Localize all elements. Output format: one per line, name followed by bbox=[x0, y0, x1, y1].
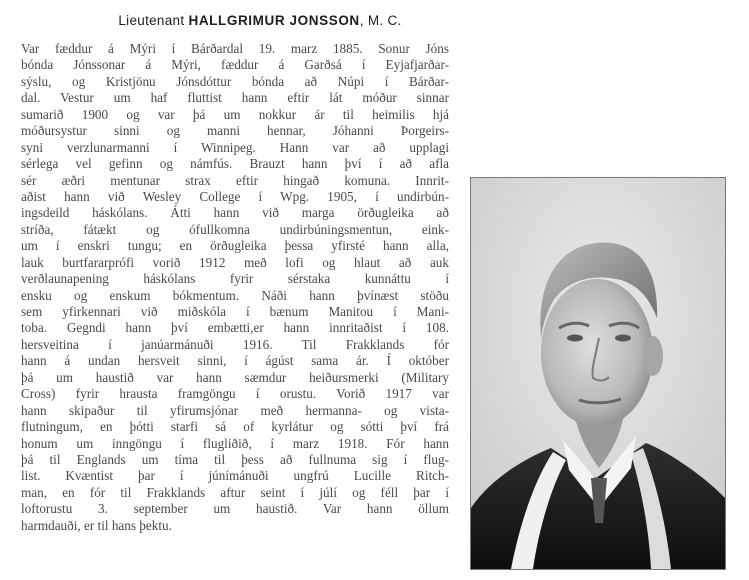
text-line: bónda Jónssonar á Mýri, fæddur á Garðsá í Eyjafjarðar- bbox=[21, 57, 449, 73]
text-line: harmdauði, er til hans þektu. bbox=[21, 517, 172, 533]
honor-suffix: M. C. bbox=[367, 13, 402, 28]
text-line: um í enskri tungu; en örðugleika þessa yfirsté hann alla, bbox=[21, 238, 449, 254]
text-line: flutningum, en þótti starfi sá of kyrlátur og sótti því frá bbox=[21, 419, 449, 435]
person-name: HALLGRIMUR JONSSON bbox=[188, 13, 360, 28]
text-line: þá til Englands um tíma til þess að fullnuma sig í flug- bbox=[21, 451, 449, 467]
text-line: lauk burtfararprófi vorið 1912 með lofi og hlaut að auk bbox=[21, 254, 449, 270]
text-line: man, en fór til Frakklands aftur seint í júlí og féll þar í bbox=[21, 484, 449, 500]
text-line: loftorustu 3. september um haustið. Var hann öllum bbox=[21, 501, 449, 517]
text-line: aðist hann við Wesley College í Wpg. 1905, í undirbún- bbox=[21, 188, 449, 204]
portrait-photo bbox=[470, 177, 726, 570]
text-line: stríða, fátækt og ófullkomna undirbúningsmentun, eink- bbox=[21, 221, 449, 237]
text-line: list. Kvæntist þar í júnímánuði ungfrú Lucille Ritch- bbox=[21, 468, 449, 484]
text-line: hann skipaður til yfirumsjónar með hermanna- og vista- bbox=[21, 402, 449, 418]
text-line: hann á undan hersveit sinni, í ágúst sama ár. Í október bbox=[21, 353, 449, 369]
biography-text bbox=[21, 41, 449, 534]
text-line: sumarið 1900 og var þá um nokkur ár til heimilis hjá bbox=[21, 106, 449, 122]
text-line: móðursystur sinni og manni hennar, Jóhanni Þorgeirs- bbox=[21, 123, 449, 139]
text-line: ensku og enskum bókmentum. Náði hann þvínæst stöðu bbox=[21, 287, 449, 303]
page-title: Lieutenant HALLGRIMUR JONSSON, M. C. bbox=[118, 13, 402, 28]
text-line: dal. Vestur um haf fluttist hann eftir lát móður sinnar bbox=[21, 90, 449, 106]
text-line: syni verzlunarmanni í Winnipeg. Hann var að upplagi bbox=[21, 139, 449, 155]
text-line: sér æðri mentunar strax eftir hingað komuna. Innrit- bbox=[21, 172, 449, 188]
portrait-image bbox=[471, 178, 725, 569]
rank-label: Lieutenant bbox=[118, 13, 185, 28]
text-line: Cross) fyrir hrausta framgöngu í orustu. Vorið 1917 var bbox=[21, 386, 449, 402]
text-line: sýslu, og Kristjönu Jónsdóttur bónda að Núpi í Bárðar- bbox=[21, 73, 449, 89]
text-line: sérlega vel gefinn og námfús. Brauzt hann því í að afla bbox=[21, 156, 449, 172]
text-line: honum um inngöngu í flugliðið, í marz 1918. Fór hann bbox=[21, 435, 449, 451]
text-line: þá um haustið var hann sæmdur heiðursmerki (Military bbox=[21, 369, 449, 385]
text-line: sem yfirkennari við miðskóla í bænum Manitou í Mani- bbox=[21, 304, 449, 319]
text-line: toba. Gegndi hann því embætti,er hann innritaðist í 108. bbox=[21, 320, 449, 336]
text-line: hersveitina í janúarmánuði 1916. Til Frakklands fór bbox=[21, 336, 449, 352]
text-line: ingsdeild háskólans. Átti hann við marga örðugleika að bbox=[21, 205, 449, 221]
text-line: verðlaunapening háskólans fyrir sérstaka kunnáttu í bbox=[21, 271, 449, 287]
text-line: Var fæddur á Mýri í Bárðardal 19. marz 1885. Sonur Jóns bbox=[21, 41, 449, 56]
